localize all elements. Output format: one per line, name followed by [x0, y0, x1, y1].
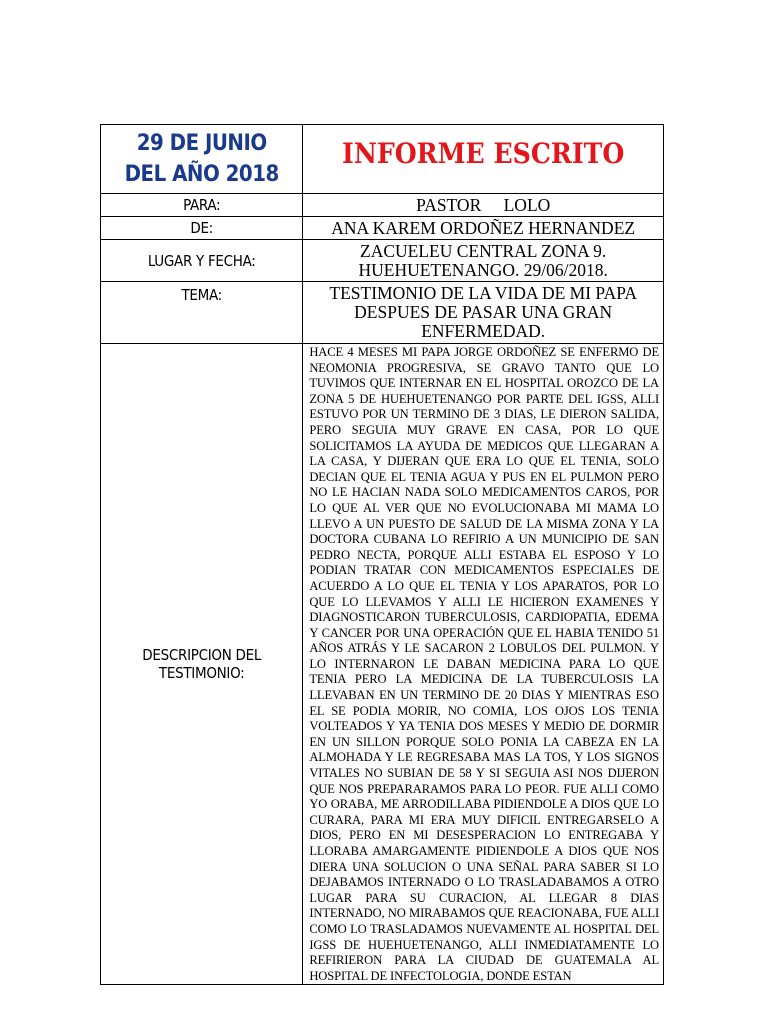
report-title: INFORME ESCRITO: [342, 136, 625, 170]
tema-value: TESTIMONIO DE LA VIDA DE MI PAPA DESPUES DE PASAR UNA GRAN ENFERMEDAD.: [303, 282, 664, 344]
de-value: ANA KAREM ORDOÑEZ HERNANDEZ: [303, 217, 664, 240]
descripcion-text: HACE 4 MESES MI PAPA JORGE ORDOÑEZ SE ENFERMO DE NEOMONIA PROGRESIVA, SE GRAVO TANTO QUE LO TUVIMOS QUE INTERNAR EN EL HOSPITAL OROZCO DE LA ZONA 5 DE HUEHUETENANGO POR PARTE DEL IGSS, ALLI ESTUVO POR UN TERMINO DE 3 DIAS, LE DIERON SALIDA, PERO SEGUIA MUY GRAVE EN CASA, POR LO QUE SOLICITAMOS LA AYUDA DE MEDICOS QUE LLEGARAN A LA CASA, Y DIJERAN QUE ERA LO QUE EL TENIA, SOLO DECIAN QUE EL TENIA AGUA Y PUS EN EL PULMON PERO NO LE HACIAN NADA SOLO MEDICAMENTOS CAROS, POR LO QUE AL VER QUE NO EVOLUCIONABA MI MAMA LO LLEVO A UN PUESTO DE SALUD DE LA MISMA ZONA Y LA DOCTORA CUBANA LO REFIRIO A UN MUNICIPIO DE SAN PEDRO NECTA, PORQUE ALLI ESTABA EL ESPOSO Y LO PODIAN TRATAR CON MEDICAMENTOS ESPECIALES DE ACUERDO A LO QUE EL TENIA Y LOS APARATOS, POR LO QUE LO LLEVAMOS Y ALLI LE HICIERON EXAMENES Y DIAGNOSTICARON TUBERCULOSIS, CARDIOPATIA, EDEMA Y CANCER POR UNA OPERACIÓN QUE EL HABIA TENIDO 51 AÑOS ATRÁS Y LE SACARON 2 LOBULOS DEL PULMON. Y LO INTERNARON LE DABAN MEDICINA PARA LO QUE TENIA PERO LA MEDICINA DE LA TUBERCULOSIS LA LLEVABAN EN UN TERMINO DE 20 DIAS Y MIENTRAS ESO EL SE PODIA MORIR, NO COMIA, LOS OJOS LOS TENIA VOLTEADOS Y YA TENIA DOS MESES Y MEDIO DE DORMIR EN UN SILLON PORQUE SOLO PONIA LA CABEZA EN LA ALMOHADA Y LE REGRESABA MAS LA TOS, Y LOS SIGNOS VITALES NO SUBIAN DE 58 Y SI SEGUIA ASI NOS DIJERON QUE NOS PREPARARAMOS PARA LO PEOR. FUE ALLI COMO YO ORABA, ME ARRODILLABA PIDIENDOLE A DIOS QUE LO CURARA, PARA MI ERA MUY DIFICIL ENTREGARSELO A DIOS, PERO EN MI DESESPERACION LO ENTREGABA Y LLORABA AMARGAMENTE PIDIENDOLE A DIOS QUE NOS DIERA UNA SOLUCION O UNA SEÑAL PARA SABER SI LO DEJABAMOS INTERNADO O LO TRASLADABAMOS A OTRO LUGAR PARA SU CURACION, AL LLEGAR 8 DIAS INTERNADO, NO MIRABAMOS QUE REACIONABA, FUE ALLI COMO LO TRASLADAMOS NUEVAMENTE AL HOSPITAL DEL IGSS DE HUEHUETENANGO, ALLI INMEDIATAMENTE LO REFIRIERON PARA LA CIUDAD DE GUATEMALA AL HOSPITAL DE INFECTOLOGIA, DONDE ESTAN: [309, 345, 659, 983]
date-line-1: 29 DE JUNIO: [136, 131, 267, 156]
date-line-2: DEL AÑO 2018: [124, 162, 279, 187]
de-label: DE:: [101, 217, 303, 240]
tema-label: TEMA:: [101, 282, 303, 344]
title-cell: [303, 125, 664, 194]
para-value: PASTOR LOLO: [303, 194, 664, 217]
descripcion-label: DESCRIPCION DEL TESTIMONIO:: [101, 344, 303, 985]
report-table: [100, 124, 664, 985]
lugar-label: LUGAR Y FECHA:: [101, 240, 303, 282]
lugar-value: ZACUELEU CENTRAL ZONA 9. HUEHUETENANGO. 29/06/2018.: [303, 240, 664, 282]
descripcion-cell: [303, 344, 664, 985]
date-cell: [101, 125, 303, 194]
para-label: PARA:: [101, 194, 303, 217]
